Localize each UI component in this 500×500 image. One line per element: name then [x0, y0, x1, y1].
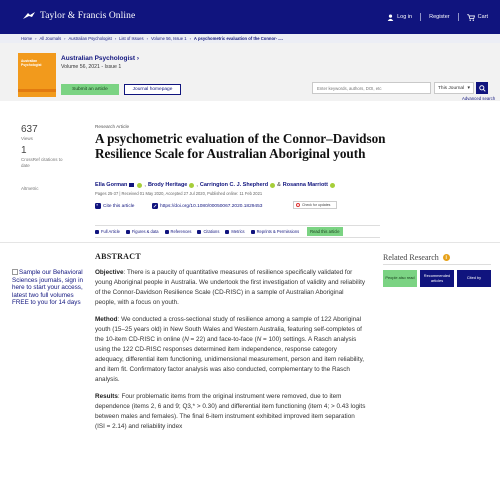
journal-title: Australian Psychologist [61, 55, 136, 62]
site-header [0, 0, 500, 34]
svg-text:": " [96, 204, 99, 209]
author-list: Ella Gorman , Brody Heritage , Carrington C. J. Shepherd & Rosanna Marriott [95, 182, 337, 188]
search-button[interactable] [476, 82, 488, 94]
journal-volume[interactable]: Volume 56, 2021 - Issue 1 [61, 64, 122, 70]
journal-title-link[interactable]: Australian Psychologist › [61, 55, 140, 62]
tab-label: Reprints & Permissions [256, 229, 300, 234]
abstract-heading: ABSTRACT [95, 252, 141, 261]
tab-label: Full Article [101, 229, 120, 234]
author-ampersand: & [277, 182, 281, 188]
related-research-heading [383, 253, 450, 262]
breadcrumb-chevron-icon: › [114, 36, 117, 41]
author-link[interactable]: Carrington C. J. Shepherd [199, 182, 269, 188]
cart-label: Cart [477, 14, 488, 20]
tab-figures[interactable] [126, 229, 159, 234]
tab-label: Figures & data [131, 229, 159, 234]
altmetric-label[interactable]: Altmetric [21, 186, 39, 191]
author-link[interactable]: Rosanna Marriott [282, 182, 328, 188]
method-text: : We conducted a cross-sectional study of resilience among a sample of 122 Aboriginal youth (15–25 years old) in New South Wales and Western Australia, featuring self-completes of the 10-item CD-RISC in online ( [95, 316, 362, 343]
tab-people-also-read[interactable]: People also read [383, 270, 417, 287]
promo-ad-text: Sample our Behavioral Sciences journals, sign in here to start your access, latest two full volumes FREE to you for 14 days [12, 269, 84, 307]
tab-reprints[interactable] [251, 229, 300, 234]
link-icon [152, 203, 158, 209]
breadcrumb-chevron-icon: › [64, 36, 66, 41]
method-n-symbol: N [184, 336, 189, 343]
tab-cited-by[interactable]: Cited by [457, 270, 491, 287]
breadcrumb-chevron-icon: › [35, 36, 37, 41]
method-n-symbol: N [256, 336, 262, 343]
orcid-icon[interactable] [189, 183, 194, 188]
breadcrumb-volume[interactable]: Volume 56, Issue 1 [150, 36, 187, 41]
article-icon [95, 230, 99, 234]
related-divider [383, 264, 491, 265]
cart-link[interactable] [467, 14, 488, 21]
method-text: = 100) settings. A Rasch analysis using the 122 CD-RISC responses determined item independence, response category adequacy, differential item functioning, unidimensional measurement, person and item reliability, and item fit. Confirmatory factor analysis was also conducted, complementary to the Rasch analysis. [95, 336, 365, 383]
section-divider [0, 242, 500, 243]
advanced-search-link[interactable]: Advanced search [462, 96, 496, 101]
tab-recommended-articles[interactable]: Recommended articles [420, 270, 454, 287]
citations-icon [197, 230, 201, 234]
search-icon [479, 85, 486, 92]
tab-label: Metrics [231, 229, 245, 234]
related-heading-text: Related Research [383, 253, 439, 262]
results-text: : Four problematic items from the original instrument were removed, due to item dependence (items 2, 6 and 9; Q3,* > 0.30) and differential item functioning (item 4; > 0.43 logits between males and females). The final 6-item instrument exhibited improved item separation (ISI = 2.14) and reliability index [95, 393, 366, 430]
read-article-button[interactable]: Read this article [307, 227, 342, 236]
views-label: Views [21, 136, 33, 141]
journal-homepage-button[interactable]: Journal homepage [124, 84, 181, 95]
results-label: Results [95, 393, 118, 400]
breadcrumb-chevron-icon: › [189, 36, 191, 41]
views-count: 637 [21, 124, 38, 135]
tab-label: Citations [203, 229, 220, 234]
site-brand-name: Taylor & Francis Online [40, 11, 136, 21]
article-pages-dates: Pages 25-37 | Received 01 May 2020, Accepted 27 Jul 2020, Published online: 11 Feb 2021 [95, 191, 263, 196]
method-label: Method [95, 316, 118, 323]
tab-metrics[interactable] [225, 229, 244, 234]
login-link[interactable] [387, 14, 412, 21]
updates-label: Check for updates [302, 203, 331, 207]
orcid-icon[interactable] [137, 183, 142, 188]
user-icon [387, 14, 394, 21]
author-link[interactable]: Ella Gorman [95, 182, 128, 188]
breadcrumb-home[interactable]: Home [21, 36, 33, 41]
header-user-links [387, 13, 488, 21]
article-type: Research Article [95, 124, 130, 129]
cite-label: Cite this article [103, 203, 135, 209]
quote-icon [95, 203, 101, 209]
abstract-method [95, 315, 366, 385]
author-link[interactable]: Brody Heritage [147, 182, 188, 188]
promo-ad-link[interactable] [12, 269, 92, 307]
search-scope-value: This Journal [438, 85, 465, 91]
cite-article-link[interactable] [95, 203, 134, 209]
breadcrumb-issues[interactable]: List of Issues [119, 36, 144, 41]
crossref-count: 1 [21, 145, 27, 156]
submit-article-button[interactable]: Submit an article [61, 84, 119, 95]
related-tabs [383, 270, 494, 287]
objective-label: Objective [95, 269, 124, 276]
breadcrumb-chevron-icon: › [146, 36, 148, 41]
crossmark-icon [296, 203, 300, 207]
register-link[interactable]: Register [429, 14, 450, 20]
search-input[interactable] [312, 82, 431, 94]
email-icon[interactable] [129, 183, 134, 187]
references-icon [165, 230, 169, 234]
header-divider [420, 13, 421, 21]
tab-references[interactable] [165, 229, 192, 234]
broken-image-icon [12, 269, 18, 275]
breadcrumb-journal[interactable]: Australian Psychologist [68, 36, 112, 41]
journal-cover-image[interactable] [18, 53, 56, 97]
abstract-results [95, 392, 366, 432]
image-icon [126, 230, 130, 234]
bar-chart-icon [225, 230, 229, 234]
breadcrumb [0, 34, 500, 43]
chevron-down-icon: ▾ [467, 85, 470, 91]
doi-text: https://doi.org/10.1080/00050067.2020.1829453 [160, 203, 263, 209]
doi-link[interactable] [152, 203, 262, 209]
search-scope-select[interactable] [434, 82, 474, 94]
crossref-label: CrossRef citations to date [21, 157, 63, 168]
header-divider [458, 13, 459, 21]
cart-icon [467, 14, 475, 21]
reprints-icon [251, 230, 255, 234]
article-tab-bar [95, 225, 380, 238]
breadcrumb-current: A psychometric evaluation of the Connor- .... [193, 36, 283, 41]
orcid-icon[interactable] [330, 183, 335, 188]
check-for-updates-badge[interactable] [293, 201, 337, 209]
method-text: = 22) and face-to-face ( [188, 336, 257, 343]
cover-title: Australian Psychologist [21, 59, 42, 67]
article-title: A psychometric evaluation of the Connor–Davidson Resilience Scale for Australian Aboriginal youth [95, 131, 386, 161]
tab-full-article[interactable] [95, 229, 120, 234]
objective-text: : There is a paucity of quantitative measures of resilience specifically validated for young Aboriginal people in Australia. We undertook the first investigation of validity and reliability of the Connor-Davidson Resilience Scale (CD-RISC) in a sample of Australian Aboriginal people, with a focus on youth. [95, 269, 366, 306]
cover-stripe [18, 89, 56, 92]
tab-label: References [170, 229, 192, 234]
abstract-body [95, 268, 366, 439]
login-label: Log in [397, 14, 413, 20]
breadcrumb-all-journals[interactable]: All Journals [39, 36, 62, 41]
abstract-objective [95, 268, 366, 308]
info-icon[interactable]: i [443, 254, 450, 261]
site-logo[interactable] [22, 11, 135, 21]
tandf-logo-icon [22, 11, 36, 21]
tab-citations[interactable] [197, 229, 219, 234]
orcid-icon[interactable] [270, 183, 275, 188]
